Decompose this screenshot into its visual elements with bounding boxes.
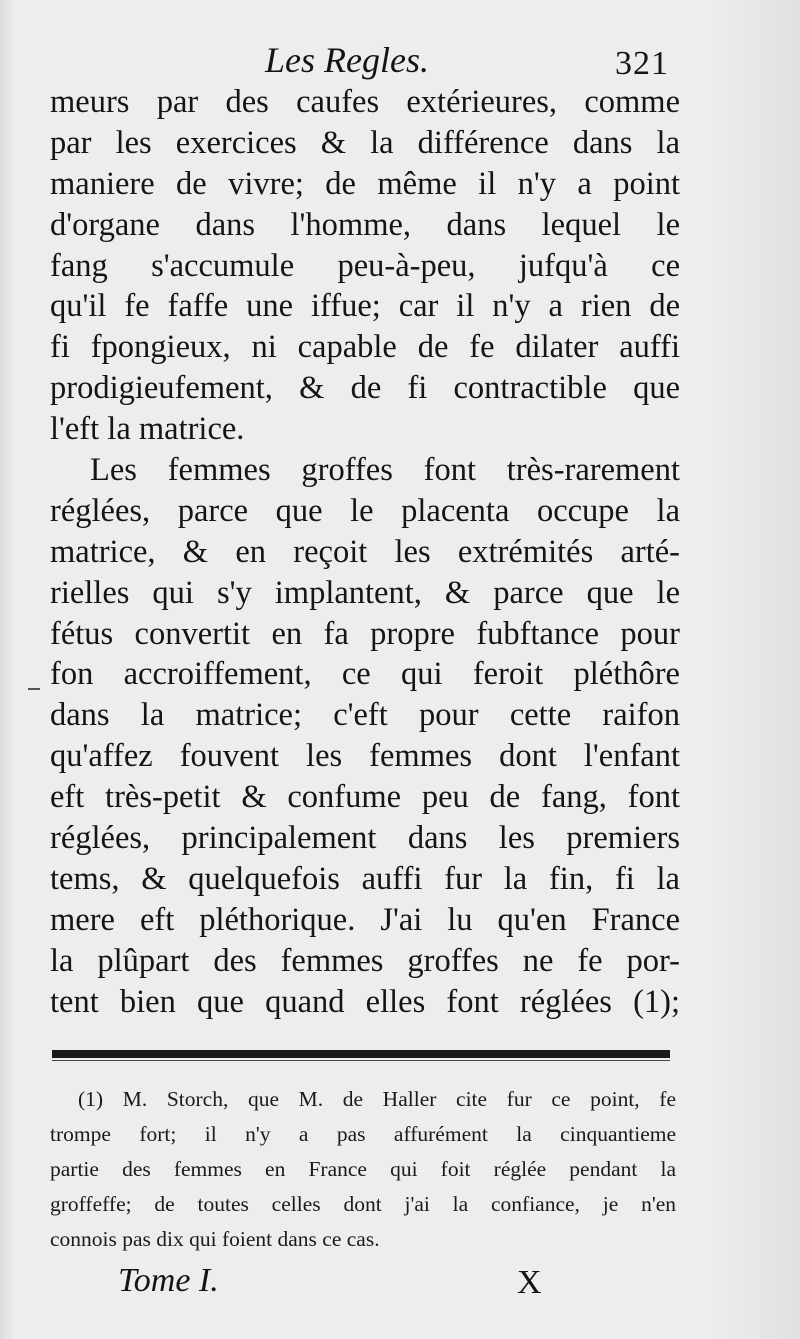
text-line: mere eft pléthorique. J'ai lu qu'en France — [50, 901, 680, 938]
text-line: réglées, parce que le placenta occupe la — [50, 492, 680, 529]
text-line: la plûpart des femmes groffes ne fe por- — [50, 942, 680, 979]
text-line: réglées, principalement dans les premiers — [50, 820, 680, 857]
footnote-line: trompe fort; il n'y a pas affurément la cinquantieme — [50, 1122, 676, 1146]
signature-mark: X — [517, 1264, 542, 1301]
footnote-line: groffeffe; de toutes celles dont j'ai la confiance, je n'en — [50, 1192, 676, 1216]
text-line: prodigieufement, & de fi contractible que — [50, 370, 680, 407]
text-line: fon accroiffement, ce qui feroit pléthôre — [50, 656, 680, 693]
page-number: 321 — [615, 45, 669, 82]
text-line: tems, & quelquefois auffi fur la fin, fi la — [50, 860, 680, 897]
running-title: Les Regles. — [265, 40, 429, 80]
text-line: qu'il fe faffe une iffue; car il n'y a rien de — [50, 288, 680, 325]
text-line: fang s'accumule peu-à-peu, jufqu'à ce — [50, 247, 680, 284]
page-edge-shadow — [710, 0, 800, 1339]
text-line: tent bien que quand elles font réglées (1); — [50, 983, 680, 1020]
footnote — [50, 1082, 676, 1257]
footnote-rule-underline — [52, 1060, 670, 1061]
text-line: matrice, & en reçoit les extrémités arté- — [50, 533, 680, 570]
text-line: l'eft la matrice. — [50, 411, 245, 448]
text-line: maniere de vivre; de même il n'y a point — [50, 165, 680, 202]
footnote-line: (1) M. Storch, que M. de Haller cite fur ce point, fe — [78, 1087, 676, 1111]
page-gutter-shadow — [0, 0, 14, 1339]
footnote-line: partie des femmes en France qui foit réglée pendant la — [50, 1157, 676, 1181]
paragraph-start-line: Les femmes groffes font très-rarement — [90, 452, 680, 489]
margin-mark — [28, 688, 40, 690]
text-line: meurs par des caufes extérieures, comme — [50, 84, 680, 120]
text-line: fétus convertit en fa propre fubftance pour — [50, 615, 680, 652]
text-line: d'organe dans l'homme, dans lequel le — [50, 206, 680, 243]
text-line: par les exercices & la différence dans la — [50, 124, 680, 161]
volume-label: Tome I. — [118, 1262, 219, 1299]
text-line: eft très-petit & confume peu de fang, font — [50, 779, 680, 816]
footnote-rule — [52, 1050, 670, 1058]
footnote-line: connois pas dix qui foient dans ce cas. — [50, 1227, 380, 1251]
text-line: fi fpongieux, ni capable de fe dilater auffi — [50, 329, 680, 366]
text-line: qu'affez fouvent les femmes dont l'enfant — [50, 738, 680, 775]
page-footer — [0, 1258, 800, 1308]
main-text — [50, 82, 680, 1022]
text-line: rielles qui s'y implantent, & parce que le — [50, 574, 680, 611]
text-line: dans la matrice; c'eft pour cette raifon — [50, 697, 680, 734]
